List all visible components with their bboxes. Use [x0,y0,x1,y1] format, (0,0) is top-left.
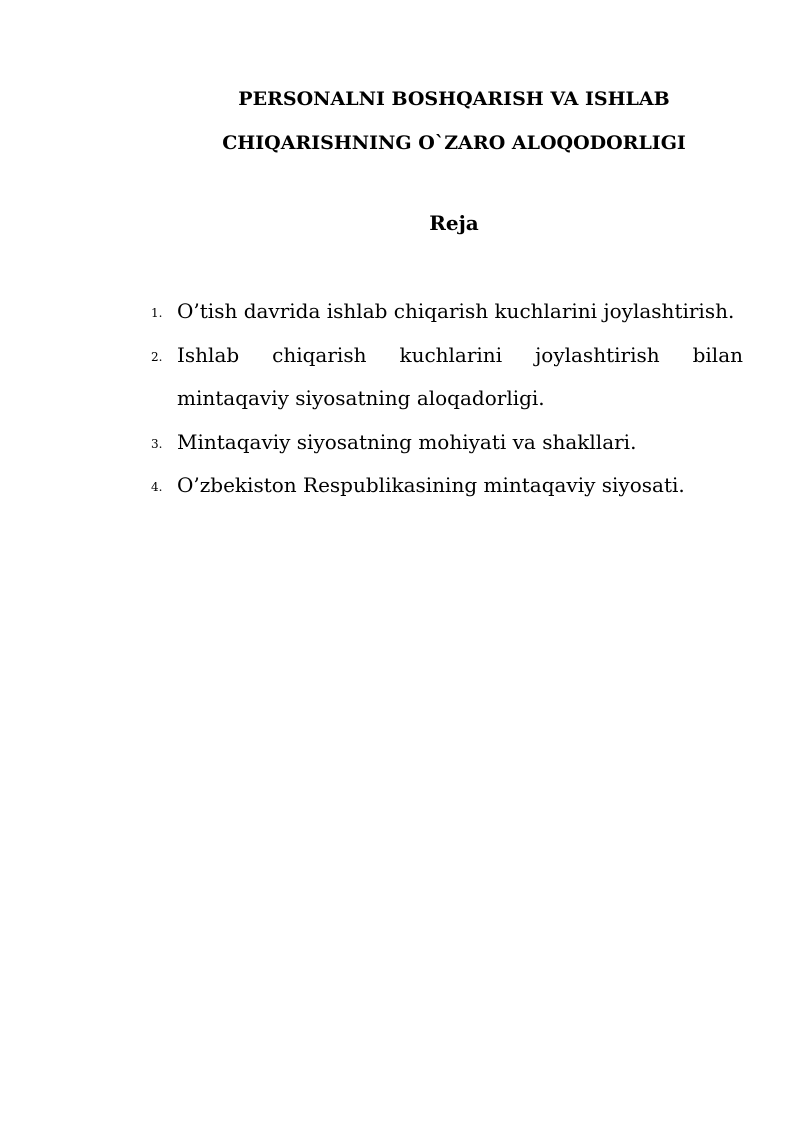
plan-item-text: O’zbekiston Respublikasining mintaqaviy siyosati. [177,473,685,497]
plan-item-text: Ishlab chiqarish kuchlarini joylashtirish bilan mintaqaviy siyosatning aloqadorligi. [177,342,743,410]
plan-item-2 [150,334,743,421]
plan-item-text: Mintaqaviy siyosatning mohiyati va shakllari. [177,429,637,454]
plan-heading: Reja [429,211,479,235]
title-line-2: CHIQARISHNING O`ZARO ALOQODORLIGI [222,132,686,154]
plan-item-text: O’tish davrida ishlab chiqarish kuchlarini joylashtirish. [177,299,735,323]
document-title [176,77,732,165]
plan-item-number: 3. [151,436,163,451]
title-line-1: PERSONALNI BOSHQARISH VA ISHLAB [238,88,670,110]
plan-item-3 [150,421,743,465]
plan-item-4 [150,464,743,508]
plan-item-number: 1. [151,306,163,320]
plan-item-1 [150,290,743,334]
plan-item-number: 2. [151,349,163,364]
plan-list [150,290,743,508]
plan-item-number: 4. [151,480,163,494]
